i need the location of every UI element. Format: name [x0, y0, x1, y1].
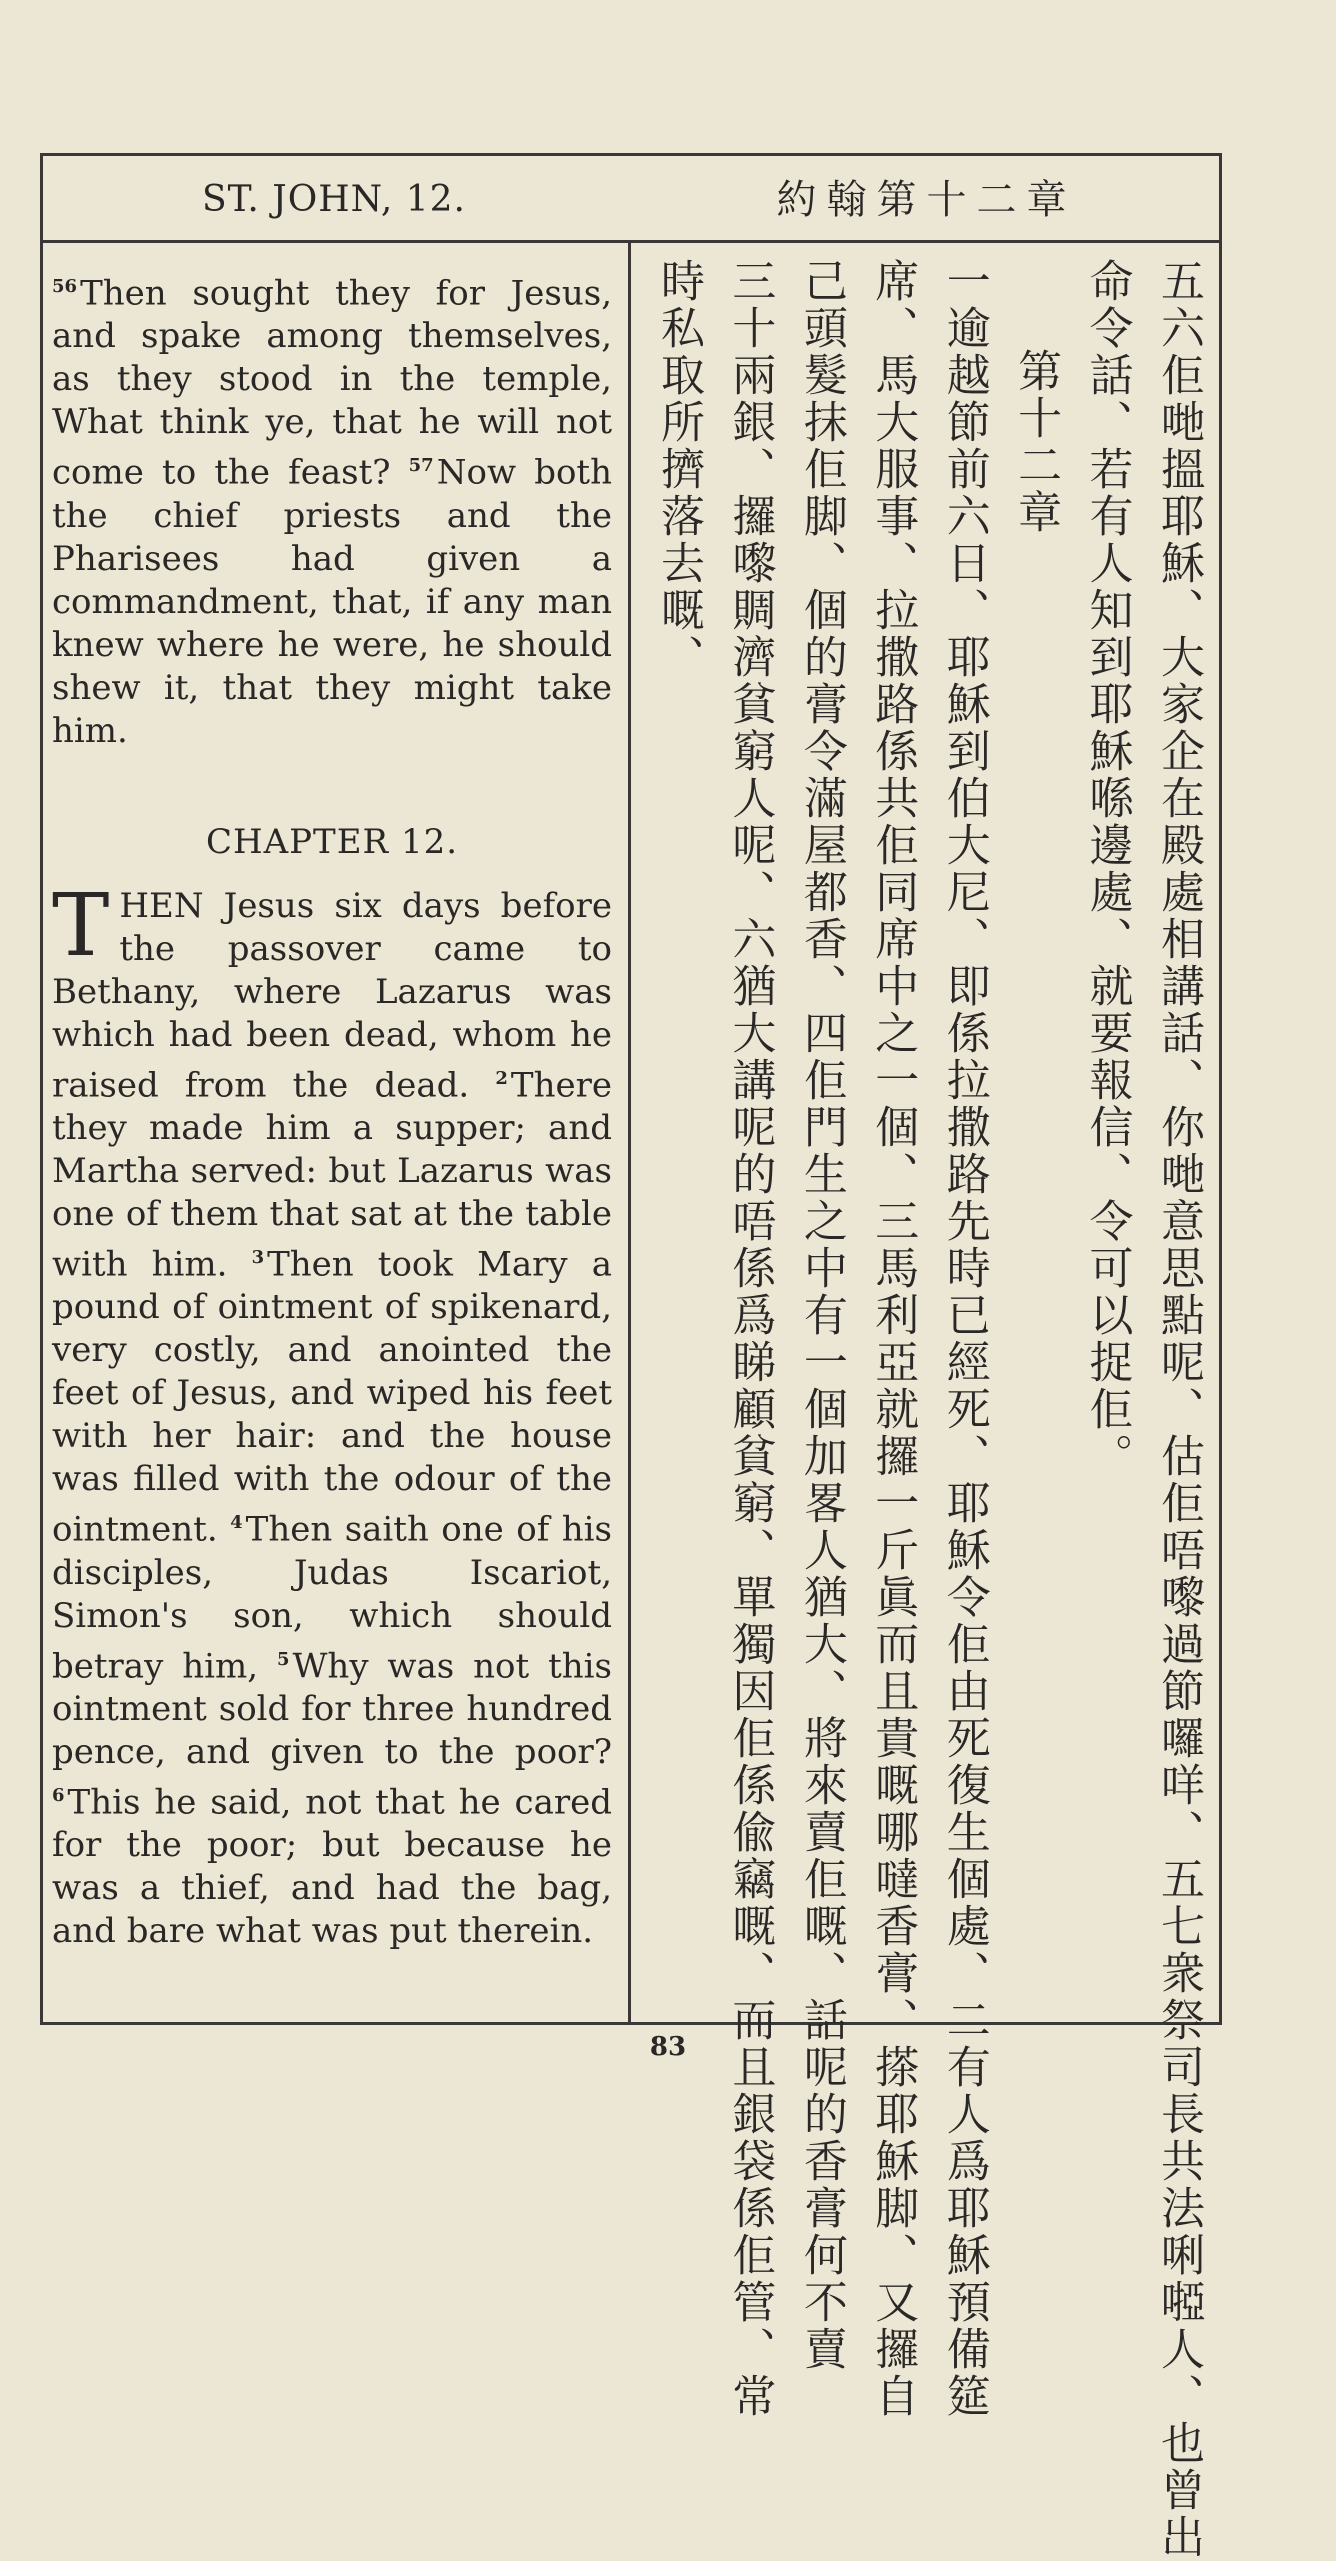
- verse-number: 4: [230, 1512, 243, 1534]
- drop-cap: T: [52, 875, 110, 976]
- verse-text: Then saith one of his disciples, Judas Iscariot, Simon's son, which should betray him,: [52, 1509, 612, 1686]
- chinese-line: 三十兩銀、攞嚟賙濟貧窮人呢、六猶大講呢的唔係爲睇顧貧窮、單獨因佢係偸竊嘅、而且銀袋係佢管、常: [724, 258, 776, 2420]
- chinese-line: 席、馬大服事、拉撒路係共佢同席中之一個、三馬利亞就攞一斤眞而且貴嘅哪噠香膏、搽耶穌脚、又攞自: [867, 258, 919, 2420]
- chinese-line: 時私取所擠落去嘅、: [653, 258, 704, 681]
- verse-text: Why was not this ointment sold for three hundred pence, and given to the poor?: [52, 1645, 612, 1772]
- chinese-line: 己頭髮抹佢脚、個的膏令滿屋都香、四佢門生之中有一個加畧人猶大、將來賣佢嘅、話呢的香膏何不賣: [795, 258, 847, 2373]
- verse-number: 3: [251, 1246, 265, 1268]
- verse-number: 56: [52, 276, 78, 297]
- chapter-heading: CHAPTER 12.: [205, 821, 459, 862]
- english-column: [52, 265, 612, 1953]
- verse-number: 2: [495, 1067, 508, 1089]
- english-running-head: ST. JOHN, 12.: [202, 179, 466, 220]
- header-rule: [40, 240, 1222, 243]
- column-divider: [628, 240, 631, 2025]
- english-paragraph-1: [52, 265, 612, 753]
- english-paragraph-2: [52, 875, 612, 1954]
- chinese-running-head: 約翰第十二章: [776, 177, 1077, 223]
- verse-number: 57: [408, 455, 434, 477]
- verse-text: HEN Jesus six days before the passover came to Bethany, where Lazarus was which had been dead, whom he raised from the dead.: [52, 885, 612, 1105]
- verse-text: Then sought they for Jesus, and spake among themselves, as they stood in the temple, What think ye, that he will not come to the feast?: [52, 273, 612, 493]
- verse-number: 6: [52, 1784, 65, 1806]
- verse-number: 5: [276, 1648, 290, 1670]
- chinese-line: 命令話、若有人知到耶穌喺邊處、就要報信、令可以捉佢。: [1081, 258, 1133, 1480]
- verse-text: This he said, not that he cared for the poor; but because he was a thief, and had the bag, and bare what was put therein.: [52, 1782, 612, 1952]
- verse-text: There they made him a supper; and Martha served: but Lazarus was one of them that sat at the table with him.: [52, 1064, 612, 1285]
- chinese-chapter-heading: 第十二章: [1010, 348, 1062, 536]
- page-number: 83: [649, 2032, 687, 2062]
- chinese-line: 五六佢哋搵耶穌、大家企在殿處相講話、你哋意思點呢、估佢唔嚟過節囉咩、五七衆祭司長共法唎𠻺人、也曾出: [1152, 258, 1204, 2561]
- chinese-line: 一逾越節前六日、耶穌到伯大尼、即係拉撒路先時已經死、耶穌令佢由死復生個處、二有人爲耶穌預備筵: [938, 258, 990, 2420]
- verse-text: Then took Mary a pound of ointment of spikenard, very costly, and anointed the feet of Jesus, and wiped his feet with her hair: and the house was filled with the odour of the ointment.: [52, 1244, 612, 1550]
- verse-text: Now both the chief priests and the Pharisees had given a commandment, that, if any man knew where he were, he should shew it, that they might take him.: [52, 452, 612, 751]
